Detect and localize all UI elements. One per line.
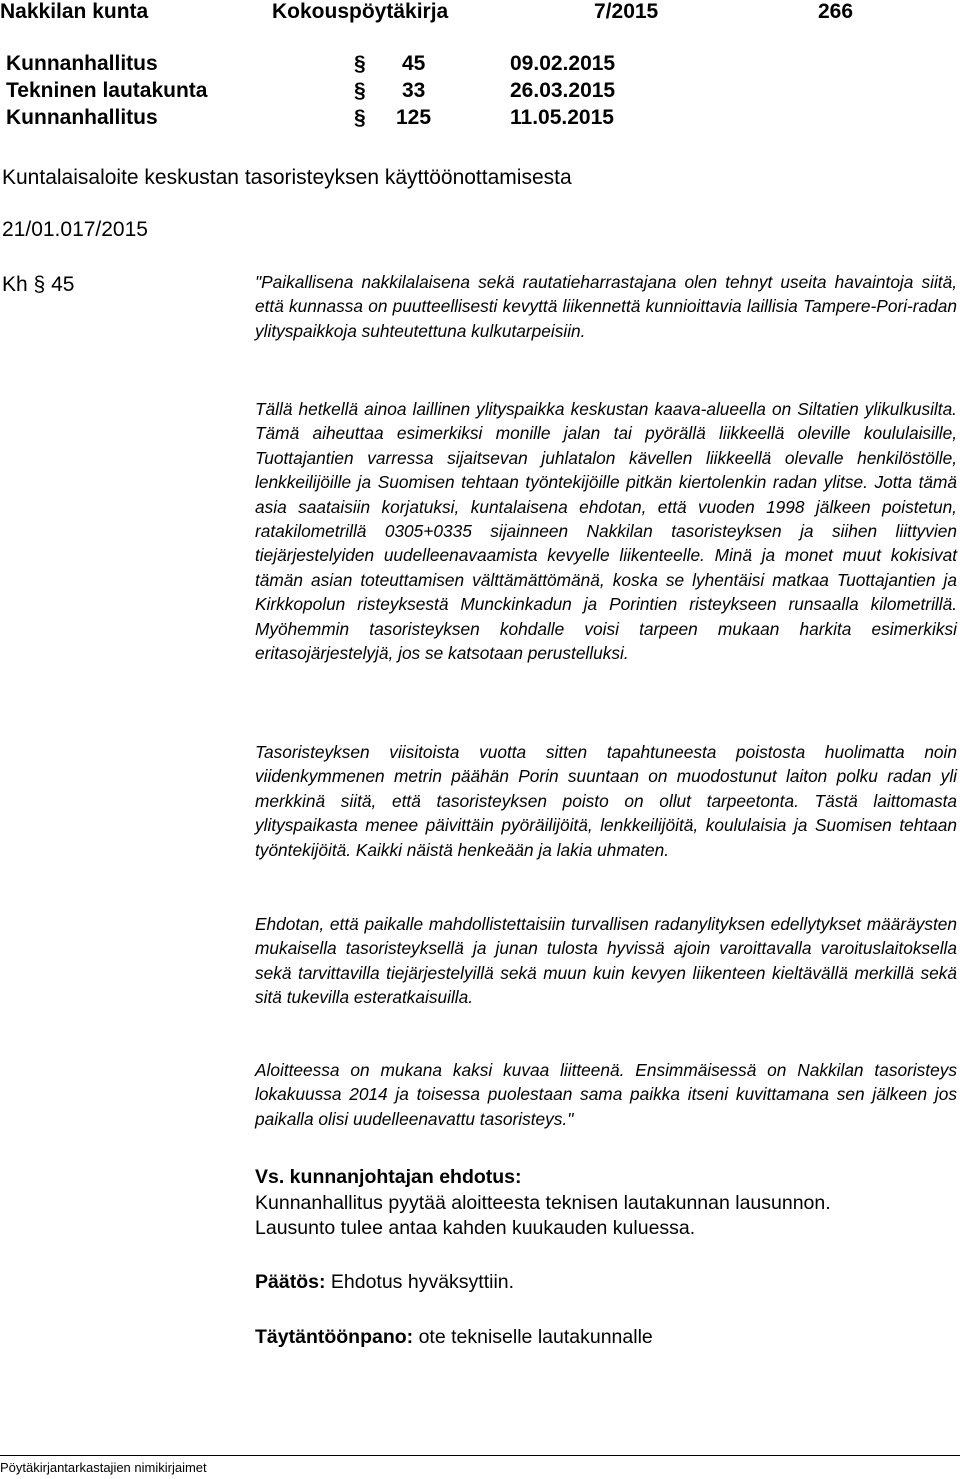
meeting-date: 11.05.2015	[510, 106, 614, 129]
meeting-date: 09.02.2015	[510, 52, 616, 75]
execution-text: ote tekniselle lautakunnalle	[418, 1326, 653, 1348]
document-type: Kokouspöytäkirja	[272, 0, 449, 23]
document-number: 7/2015	[594, 0, 659, 23]
meeting-section-number: 45	[402, 52, 426, 75]
meeting-body: Kunnanhallitus	[6, 106, 158, 129]
execution	[255, 1324, 653, 1350]
section-icon: §	[354, 52, 366, 75]
section-marker	[2, 273, 74, 297]
quote-paragraph: Aloitteessa on mukana kaksi kuvaa liitteenä. Ensimmäisessä on Nakkilan tasoristeys lokakuussa 2014 ja toisessa puolestaan sama paikka itseni kuvittamana sen jälkeen jos paikalla olisi uudelleenavattu tasoristeys."	[255, 1060, 957, 1129]
proposal-line: Lausunto tulee antaa kahden kuukauden kuluessa.	[255, 1217, 696, 1239]
footer-divider	[0, 1455, 960, 1456]
section-icon: §	[354, 79, 366, 102]
page-number: 266	[818, 0, 854, 23]
decision-label: Päätös:	[255, 1271, 326, 1293]
proposal-line: Kunnanhallitus pyytää aloitteesta teknisen lautakunnan lausunnon.	[255, 1192, 831, 1214]
section-icon: §	[33, 273, 46, 296]
section-prefix: Kh	[2, 273, 28, 296]
section-number: 45	[51, 273, 75, 296]
meeting-body: Tekninen lautakunta	[6, 79, 208, 102]
meeting-body: Kunnanhallitus	[6, 52, 158, 75]
decision	[255, 1269, 514, 1295]
quote-paragraph: Tasoristeyksen viisitoista vuotta sitten tapahtuneesta poistosta huolimatta noin viidenkymmenen metrin päähän Porin suuntaan on muodostunut laiton polku radan yli merkkinä siitä, että tasoristeyksen poisto on ollut tarpeetonta. Tästä laittomasta ylityspaikasta menee päivittäin pyöräilijöitä, lenkkeilijöitä, koululaisia ja Suomisen tehtaan työntekijöitä. Kaikki näistä henkeään ja lakia uhmaten.	[255, 742, 957, 860]
quote-paragraph: Ehdotan, että paikalle mahdollistettaisiin turvallisen radanylityksen edellytykset määräysten mukaisella tasoristeyksellä ja junan tulosta hyvissä ajoin varoittavalla varoituslaitoksella sekä tarvittavilla tiejärjestelyillä sekä muun kuin kevyen liikenteen kieltävällä merkillä sekä sitä tukevilla esteratkaisuilla.	[255, 914, 957, 1008]
meeting-section-number: 125	[396, 106, 432, 129]
subject-title: Kuntalaisaloite keskustan tasoristeyksen käyttöönottamisesta	[2, 166, 572, 189]
meeting-date: 26.03.2015	[510, 79, 616, 102]
quote-paragraph: Tällä hetkellä ainoa laillinen ylityspaikka keskustan kaava-alueella on Siltatien ylikulkusilta. Tämä aiheuttaa esimerkiksi monille jalan tai pyörällä liikkeellä oleville koululaisille, Tuottajantien varressa sijaitsevan juhlatalon kävellen liikkeellä olevalle henkilöstölle, lenkkeilijöille ja Suomisen tehtaan työntekijöille pitkän kiertolenkin radan ylitse. Jotta tämä asia saataisiin korjatuksi, kuntalaisena ehdotan, että vuoden 1998 jälkeen poistetun, ratakilometrillä 0305+0335 sijainneen Nakkilan tasoristeyksen ja siihen liittyvien tiejärjestelyiden uudelleenavaamista kevyelle liikenteelle. Minä ja monet muut kokisivat tämän asian toteuttamisen välttämättömänä, koska se lyhentäisi matkaa Tuottajantien ja Kirkkopolun risteyksestä Munckinkadun ja Porintien risteykseen runsaalla kilometrillä. Myöhemmin tasoristeyksen kohdalle voisi tarpeen mukaan harkita esimerkiksi eritasojärjestelyjä, jos se katsotaan perustelluksi.	[255, 399, 957, 664]
record-number: 21/01.017/2015	[2, 218, 148, 241]
meeting-section-number: 33	[402, 79, 426, 102]
proposal-heading: Vs. kunnanjohtajan ehdotus:	[255, 1166, 522, 1188]
execution-label: Täytäntöönpano:	[255, 1326, 414, 1348]
decision-text: Ehdotus hyväksyttiin.	[330, 1271, 515, 1293]
section-icon: §	[354, 106, 366, 129]
quote-paragraph: "Paikallisena nakkilalaisena sekä rautatieharrastajana olen tehnyt useita havaintoja siitä, että kunnassa on puutteellisesti kevyttä liikennettä kunnioittavia laillisia Tampere-Pori-radan ylityspaikkoja suhteutettuna kulkutarpeisiin.	[255, 272, 957, 341]
municipality-name: Nakkilan kunta	[0, 0, 149, 23]
footer-initials-label: Pöytäkirjantarkastajien nimikirjaimet	[0, 1460, 207, 1475]
